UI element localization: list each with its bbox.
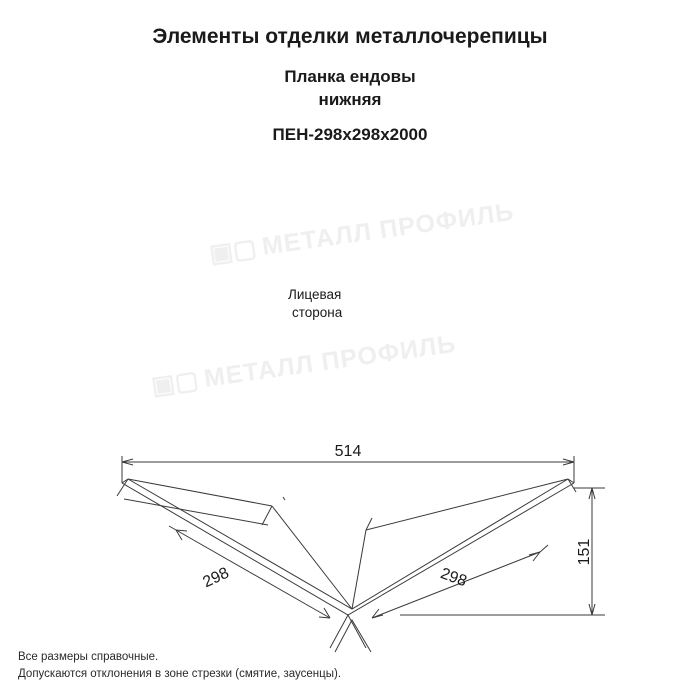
footer-note-1: Все размеры справочные. — [18, 650, 159, 663]
product-code: ПЕН-298х298х2000 — [272, 125, 428, 145]
footer-note-2: Допускаются отклонения в зоне стрезки (смятие, заусенцы). — [18, 667, 342, 680]
page-title: Элементы отделки металлочерепицы — [152, 25, 548, 48]
dim-left-tick — [169, 526, 176, 530]
watermark-text-2: МЕТАЛЛ ПРОФИЛЬ — [202, 329, 458, 393]
face-side-label-line1: Лицевая — [288, 287, 342, 302]
face-leader-line — [283, 497, 285, 500]
profile-left-upper-edge — [128, 479, 272, 506]
product-name — [0, 66, 700, 112]
watermark-logo-icon: ▣▢ — [207, 233, 259, 269]
product-name-line1: Планка ендовы — [284, 67, 416, 87]
watermark-logo-icon-2: ▣▢ — [149, 365, 201, 401]
profile-center-fold-right — [352, 530, 366, 609]
dimension-left-slope: 298 — [200, 564, 232, 592]
title-block — [0, 24, 700, 145]
apex-detail — [330, 615, 366, 648]
dimension-right-slope: 298 — [438, 565, 469, 591]
dim-right-arrow-a — [372, 609, 383, 618]
watermark-text-1: МЕТАЛЛ ПРОФИЛЬ — [260, 197, 516, 261]
dim-right-tick — [540, 545, 548, 552]
profile-inner-line — [128, 479, 568, 609]
dimension-height: 151 — [576, 538, 593, 566]
dim-left-slope-line-upper — [124, 499, 268, 525]
dim-right-arrow-b — [529, 552, 540, 561]
product-name-line2: нижняя — [318, 90, 382, 110]
face-side-label-line2: сторона — [292, 305, 343, 320]
profile-outer-line — [122, 483, 574, 615]
drawing-svg — [0, 197, 700, 592]
technical-drawing — [0, 197, 700, 592]
footer-notes — [18, 649, 341, 684]
dim-left-ext-b — [262, 506, 272, 525]
dimension-top-width: 514 — [334, 443, 362, 460]
dim-left-slope-line-lower — [176, 530, 330, 618]
